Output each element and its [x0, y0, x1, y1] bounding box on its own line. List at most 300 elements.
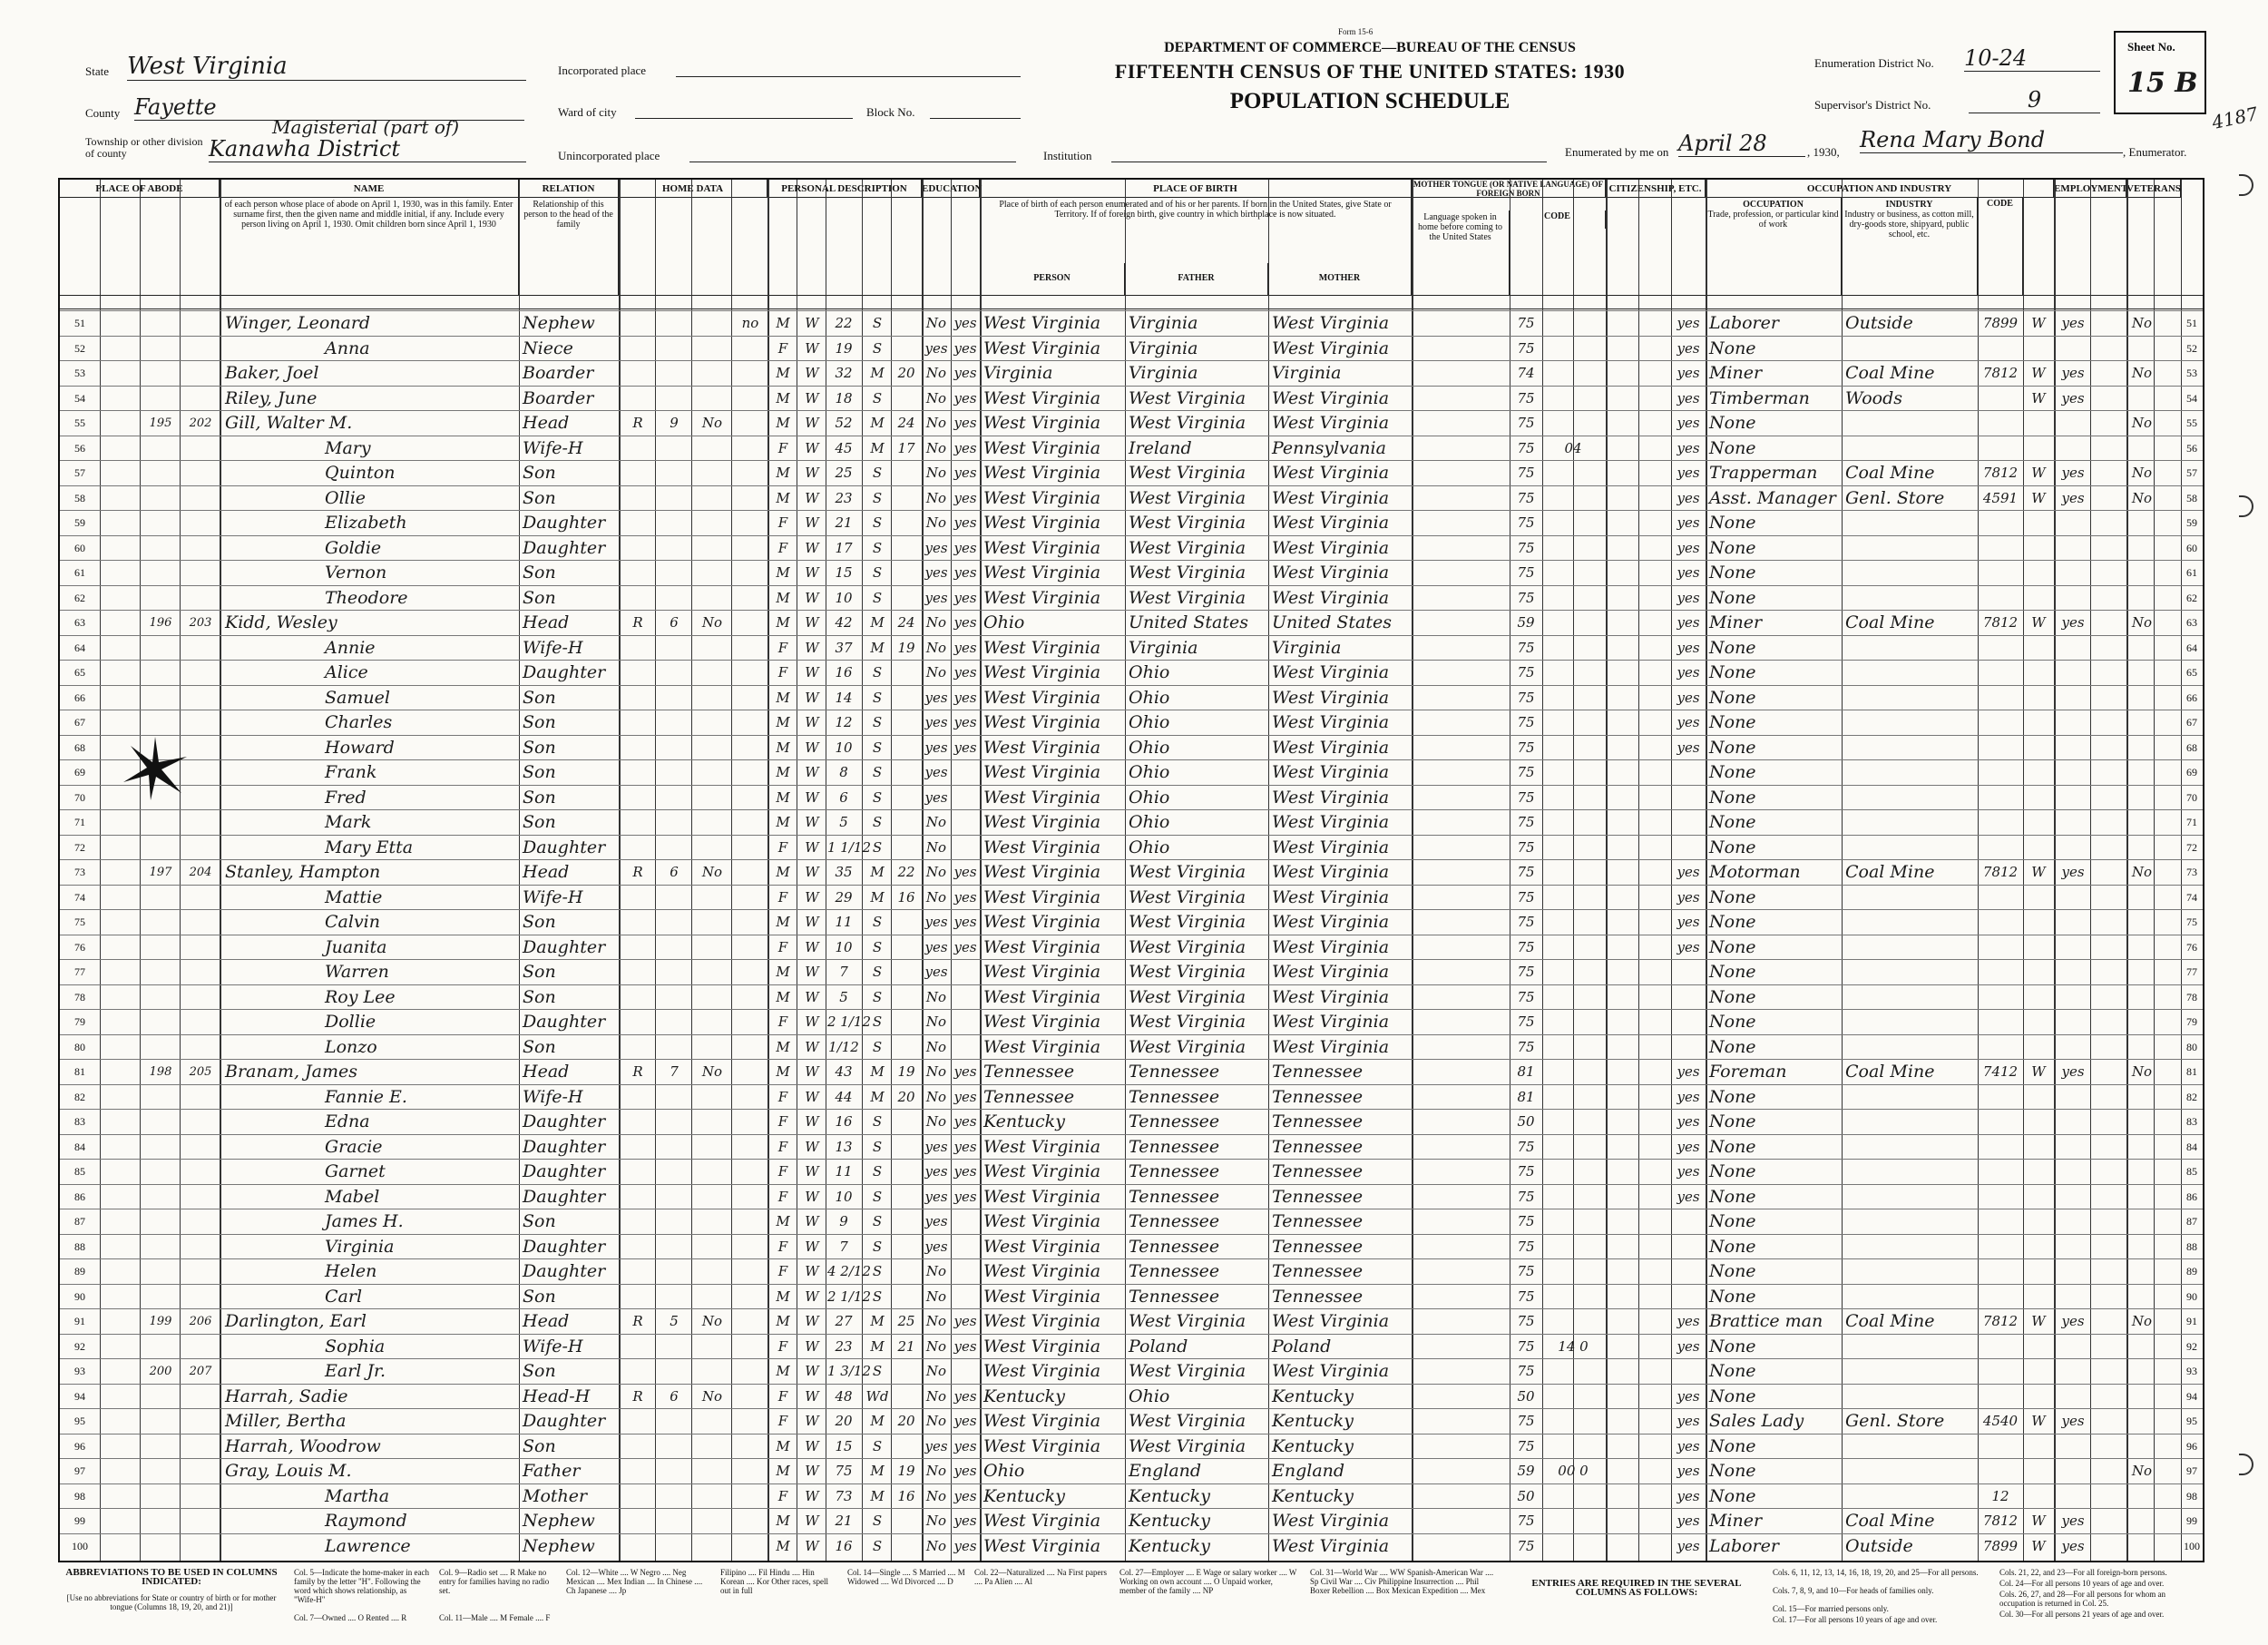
occupation-code: 4591	[1982, 489, 2019, 506]
occupation: None	[1709, 762, 1756, 782]
colhead-industry-desc: Industry or business, as cotton mill, dry-goods store, shipyard, public school, etc.	[1844, 210, 1974, 240]
industry	[1845, 1137, 1976, 1158]
person-name: Helen	[325, 1261, 377, 1281]
farm-residence	[735, 513, 766, 534]
birthplace-mother: West Virginia	[1272, 563, 1390, 583]
relation: Son	[523, 712, 556, 732]
age-at-marriage: 20	[897, 1088, 915, 1105]
occupation: Miner	[1709, 363, 1763, 383]
home-value	[659, 738, 689, 759]
birthplace-person: West Virginia	[983, 1012, 1101, 1032]
age: 10	[835, 938, 853, 955]
veteran	[2130, 1111, 2154, 1132]
line-number-left: 70	[74, 790, 85, 804]
class-of-worker: W	[2031, 864, 2046, 880]
relation: Nephew	[523, 1535, 595, 1556]
employed	[2058, 912, 2088, 933]
employed: yes	[2061, 1513, 2085, 1529]
race: W	[805, 1013, 819, 1030]
marital-status: S	[872, 1113, 883, 1130]
line-number-left: 87	[74, 1215, 85, 1228]
sex: M	[776, 714, 790, 730]
line-number: 76	[2186, 940, 2197, 954]
birthplace-person: West Virginia	[983, 787, 1101, 808]
line-number-left: 100	[72, 1539, 88, 1552]
line-number-left: 67	[74, 716, 85, 729]
occupation-code	[1980, 962, 2021, 983]
birthplace-code: 75	[1517, 914, 1535, 930]
birthplace-code: 75	[1517, 764, 1535, 780]
class-of-worker	[2025, 887, 2052, 908]
birthplace-father: Tennessee	[1129, 1136, 1220, 1157]
person-name: Carl	[325, 1286, 363, 1307]
employed	[2058, 738, 2088, 759]
sex: M	[776, 1463, 790, 1479]
dwelling-number	[143, 1337, 178, 1357]
school-attendance: yes	[924, 339, 948, 357]
birthplace-person: West Virginia	[983, 1211, 1101, 1231]
birthplace-father: England	[1129, 1461, 1202, 1481]
race: W	[805, 1088, 819, 1105]
relation: Son	[523, 986, 556, 1007]
person-name: Mabel	[325, 1186, 380, 1207]
age-at-marriage	[893, 788, 920, 808]
can-read: yes	[953, 1313, 977, 1329]
foreign-code	[1544, 688, 1602, 709]
line-number-left: 66	[74, 690, 85, 704]
farm-residence	[735, 1012, 766, 1033]
relation: Father	[523, 1461, 581, 1481]
home-value	[659, 662, 689, 683]
marital-status: M	[870, 639, 885, 656]
sex: F	[777, 1337, 788, 1355]
person-name: Garnet	[325, 1161, 386, 1181]
line-number: 83	[2186, 1115, 2197, 1128]
home-value	[659, 1211, 689, 1232]
radio-set: No	[701, 864, 723, 880]
home-tenure	[622, 1436, 653, 1457]
foreign-code	[1544, 937, 1602, 958]
birthplace-father: Kentucky	[1129, 1485, 1210, 1506]
line-number: 93	[2186, 1365, 2197, 1377]
can-read: yes	[953, 1513, 977, 1529]
birthplace-mother: West Virginia	[1272, 812, 1390, 832]
dwelling-number	[143, 1211, 178, 1232]
foreign-code	[1544, 1087, 1602, 1108]
table-row	[60, 785, 2203, 810]
radio-set	[695, 313, 729, 334]
line-number-left: 55	[74, 416, 85, 429]
foreign-code	[1544, 1211, 1602, 1232]
home-tenure	[622, 588, 653, 609]
industry	[1845, 812, 1976, 833]
farm-residence	[735, 1486, 766, 1507]
race: W	[805, 1313, 819, 1329]
home-value	[659, 887, 689, 908]
speaks-english	[1673, 1012, 1704, 1033]
dwelling-number	[143, 538, 178, 559]
employed	[2058, 1261, 2088, 1282]
family-number	[183, 1237, 218, 1258]
table-row	[60, 735, 2203, 760]
person-name: Kidd, Wesley	[225, 612, 337, 632]
birthplace-code: 74	[1517, 365, 1535, 381]
relation: Son	[523, 812, 556, 832]
class-of-worker	[2025, 1012, 2052, 1033]
industry: Coal Mine	[1845, 1311, 1935, 1331]
group-employment: EMPLOYMENT	[2054, 180, 2126, 198]
foreign-code	[1544, 1536, 1602, 1557]
home-value	[659, 1087, 689, 1108]
veteran	[2130, 513, 2154, 534]
farm-residence	[735, 1211, 766, 1232]
home-tenure	[622, 1037, 653, 1058]
line-number: 79	[2186, 1015, 2197, 1028]
race: W	[805, 714, 819, 730]
sex: M	[776, 389, 790, 406]
school-attendance: No	[925, 1063, 947, 1080]
race: W	[805, 938, 819, 955]
sex: F	[777, 1263, 788, 1279]
farm-residence	[735, 937, 766, 958]
home-value	[659, 638, 689, 659]
line-number: 58	[2186, 491, 2197, 504]
birthplace-father: Tennessee	[1129, 1086, 1220, 1107]
line-number: 66	[2186, 690, 2197, 704]
birthplace-father: West Virginia	[1129, 1012, 1246, 1032]
line-number: 98	[2186, 1489, 2197, 1503]
industry	[1845, 912, 1976, 933]
relation: Son	[523, 463, 556, 483]
age-at-marriage: 24	[897, 415, 915, 431]
table-row	[60, 1159, 2203, 1184]
birthplace-code: 59	[1517, 1463, 1535, 1479]
age-at-marriage	[893, 837, 920, 858]
class-of-worker: W	[2031, 489, 2046, 506]
line-number: 59	[2186, 516, 2197, 529]
age-at-marriage	[893, 1111, 920, 1132]
table-row	[60, 1184, 2203, 1209]
occupation-code	[1980, 413, 2021, 434]
industry	[1845, 513, 1976, 534]
birthplace-mother: West Virginia	[1272, 662, 1390, 682]
veteran	[2130, 588, 2154, 609]
sd-label: Supervisor's District No.	[1814, 98, 1931, 112]
age: 23	[835, 489, 853, 506]
age: 75	[835, 1463, 853, 1479]
marital-status: S	[872, 1437, 883, 1454]
employed: yes	[2061, 1537, 2085, 1554]
industry	[1845, 1087, 1976, 1108]
home-value	[659, 1111, 689, 1132]
race: W	[805, 988, 819, 1005]
table-row	[60, 336, 2203, 361]
birthplace-father: Virginia	[1129, 313, 1198, 333]
class-of-worker	[2025, 738, 2052, 759]
line-number-left: 93	[74, 1365, 85, 1377]
marital-status: M	[870, 1487, 885, 1504]
birthplace-code: 75	[1517, 1337, 1535, 1355]
occupation: Laborer	[1709, 313, 1779, 333]
relation: Niece	[523, 338, 573, 358]
table-row	[60, 984, 2203, 1010]
age-at-marriage	[893, 538, 920, 559]
veteran	[2130, 1337, 2154, 1357]
radio-set	[695, 363, 729, 384]
farm-residence	[735, 488, 766, 509]
age-at-marriage	[893, 1211, 920, 1232]
population-table	[58, 178, 2204, 1562]
employed	[2058, 1161, 2088, 1182]
speaks-english: yes	[1677, 365, 1700, 381]
farm-residence	[735, 1187, 766, 1208]
relation: Nephew	[523, 1511, 595, 1531]
home-tenure: R	[632, 1063, 643, 1080]
dwelling-number	[143, 1287, 178, 1307]
relation: Wife-H	[523, 437, 583, 458]
occupation-code	[1980, 1386, 2021, 1407]
birthplace-mother: Tennessee	[1272, 1136, 1364, 1157]
home-tenure	[622, 837, 653, 858]
block-label: Block No.	[866, 105, 915, 119]
age: 10	[835, 589, 853, 606]
person-name: Gill, Walter M.	[225, 413, 353, 433]
speaks-english	[1673, 1037, 1704, 1058]
person-name: Roy Lee	[325, 986, 396, 1007]
foreign-code	[1544, 762, 1602, 783]
marital-status: M	[870, 1337, 885, 1355]
relation: Head	[523, 1311, 570, 1331]
can-read	[953, 1261, 978, 1282]
dwelling-number	[143, 837, 178, 858]
line-number-left: 86	[74, 1190, 85, 1203]
relation: Boarder	[523, 363, 594, 383]
occupation: None	[1709, 563, 1756, 583]
family-number: 205	[189, 1065, 212, 1079]
birthplace-father: Poland	[1129, 1336, 1188, 1356]
person-name: Theodore	[325, 587, 408, 608]
marital-status: M	[870, 439, 885, 456]
industry	[1845, 338, 1976, 359]
occupation: None	[1709, 812, 1756, 832]
birthplace-father: Ohio	[1129, 712, 1170, 732]
foreign-code	[1544, 1386, 1602, 1407]
foreign-code	[1544, 1111, 1602, 1132]
race: W	[805, 1288, 819, 1305]
veteran	[2130, 688, 2154, 709]
class-of-worker	[2025, 1137, 2052, 1158]
school-attendance: No	[925, 1413, 947, 1429]
dwelling-number	[143, 1386, 178, 1407]
family-number: 207	[189, 1365, 212, 1378]
birthplace-mother: United States	[1272, 612, 1393, 632]
race: W	[805, 1337, 819, 1355]
foreign-code	[1544, 1311, 1602, 1332]
age-at-marriage	[893, 912, 920, 933]
home-value	[659, 1187, 689, 1208]
home-tenure	[622, 1237, 653, 1258]
foreign-code	[1544, 912, 1602, 933]
required-1: Cols. 6, 11, 12, 13, 14, 16, 18, 19, 20, and 25—For all persons.	[1773, 1568, 1979, 1577]
occupation: Miner	[1709, 612, 1763, 632]
farm-residence	[735, 1287, 766, 1307]
marital-status: S	[872, 1138, 883, 1155]
employed	[2058, 1287, 2088, 1307]
line-number-left: 77	[74, 965, 85, 978]
home-value: 6	[670, 864, 679, 880]
foreign-code	[1544, 1361, 1602, 1382]
line-number: 96	[2186, 1439, 2197, 1453]
table-row	[60, 1358, 2203, 1384]
person-name: Fred	[325, 787, 367, 808]
occupation: None	[1709, 413, 1756, 433]
person-name: Gracie	[325, 1136, 383, 1157]
line-number: 82	[2186, 1090, 2197, 1103]
home-value	[659, 563, 689, 583]
industry: Genl. Store	[1845, 487, 1945, 508]
radio-set	[695, 638, 729, 659]
margin-mark-top	[2239, 174, 2253, 196]
race: W	[805, 1437, 819, 1454]
sex: M	[776, 614, 790, 631]
class-of-worker: W	[2031, 1537, 2046, 1554]
radio-set: No	[701, 1313, 723, 1329]
can-read: yes	[953, 1463, 977, 1479]
employed: yes	[2061, 1313, 2085, 1329]
sex: F	[777, 1138, 788, 1155]
line-number: 67	[2186, 716, 2197, 729]
birthplace-mother: West Virginia	[1272, 513, 1390, 533]
occupation: None	[1709, 637, 1756, 658]
relation: Son	[523, 1211, 556, 1231]
sex: M	[776, 1063, 790, 1080]
can-read: yes	[953, 1387, 977, 1405]
birthplace-person: Ohio	[983, 1461, 1025, 1481]
age-at-marriage	[893, 962, 920, 983]
line-number: 87	[2186, 1215, 2197, 1228]
required-title: ENTRIES ARE REQUIRED IN THE SEVERAL COLUMNS AS FOLLOWS:	[1531, 1578, 1742, 1598]
farm-residence	[735, 1461, 766, 1482]
radio-set	[695, 912, 729, 933]
birthplace-person: West Virginia	[983, 537, 1101, 558]
farm-residence	[735, 1511, 766, 1532]
school-attendance: No	[925, 1288, 947, 1305]
occupation-code	[1980, 1137, 2021, 1158]
veteran	[2130, 1536, 2154, 1557]
foreign-code	[1544, 1187, 1602, 1208]
person-name: Sophia	[325, 1336, 386, 1356]
line-number: 85	[2186, 1165, 2197, 1178]
line-number-left: 88	[74, 1239, 85, 1253]
person-name: Annie	[325, 637, 376, 658]
sd-value: 9	[1969, 87, 2100, 113]
birthplace-code: 75	[1517, 788, 1535, 806]
birthplace-father: Ireland	[1129, 437, 1192, 458]
table-row	[60, 1434, 2203, 1459]
dwelling-number	[143, 563, 178, 583]
birthplace-father: West Virginia	[1129, 936, 1246, 957]
race: W	[805, 589, 819, 606]
age: 4 2/12	[827, 1263, 871, 1279]
line-number: 51	[2186, 317, 2197, 329]
birthplace-father: Tennessee	[1129, 1062, 1220, 1082]
age: 1/12	[828, 1038, 859, 1055]
relation: Son	[523, 487, 556, 508]
foreign-code	[1544, 1137, 1602, 1158]
birthplace-code: 75	[1517, 1363, 1535, 1379]
veteran	[2130, 1436, 2154, 1457]
birthplace-code: 75	[1517, 1537, 1535, 1554]
department-title: DEPARTMENT OF COMMERCE—BUREAU OF THE CENSUS	[1164, 40, 1576, 55]
farm-residence	[735, 463, 766, 484]
can-read	[953, 962, 978, 983]
foreign-code: 04	[1564, 439, 1582, 456]
family-number	[183, 912, 218, 933]
occupation: None	[1709, 513, 1756, 533]
family-number	[183, 538, 218, 559]
occupation-code	[1980, 662, 2021, 683]
group-birth: PLACE OF BIRTH	[980, 180, 1412, 198]
family-number	[183, 1486, 218, 1507]
sex: M	[776, 589, 790, 606]
farm-residence	[735, 987, 766, 1008]
age-at-marriage	[893, 1511, 920, 1532]
family-number	[183, 887, 218, 908]
table-row	[60, 1234, 2203, 1259]
veteran	[2130, 887, 2154, 908]
can-read	[953, 812, 978, 833]
colhead-code: CODE	[1510, 211, 1606, 229]
home-tenure	[622, 688, 653, 709]
age: 52	[835, 415, 853, 431]
dwelling-number	[143, 438, 178, 459]
birthplace-person: West Virginia	[983, 1336, 1101, 1356]
age-at-marriage	[893, 1137, 920, 1158]
birthplace-mother: West Virginia	[1272, 687, 1390, 708]
occupation-code: 4540	[1982, 1413, 2019, 1429]
age: 27	[835, 1313, 853, 1329]
dwelling-number: 200	[149, 1365, 172, 1378]
birthplace-father: Tennessee	[1129, 1236, 1220, 1257]
farm-residence	[735, 662, 766, 683]
birthplace-mother: West Virginia	[1272, 712, 1390, 732]
foreign-code	[1544, 363, 1602, 384]
age-at-marriage	[893, 762, 920, 783]
table-row	[60, 1483, 2203, 1509]
birthplace-person: West Virginia	[983, 1261, 1101, 1281]
employed	[2058, 887, 2088, 908]
age-at-marriage: 16	[897, 888, 915, 906]
school-attendance: No	[925, 489, 947, 506]
age-at-marriage	[893, 1536, 920, 1557]
relation: Son	[523, 762, 556, 782]
table-row	[60, 885, 2203, 910]
birthplace-father: West Virginia	[1129, 387, 1246, 408]
family-number	[183, 1337, 218, 1357]
foreign-code	[1544, 488, 1602, 509]
radio-set	[695, 762, 729, 783]
age: 6	[839, 788, 848, 806]
farm-residence	[735, 438, 766, 459]
age: 21	[835, 1513, 853, 1529]
foreign-code	[1544, 1411, 1602, 1432]
can-read: yes	[953, 664, 977, 681]
person-name: Charles	[325, 712, 393, 732]
can-read	[953, 987, 978, 1008]
township-value: Kanawha District	[209, 136, 526, 162]
home-tenure	[622, 1187, 653, 1208]
ward-line	[635, 102, 853, 119]
